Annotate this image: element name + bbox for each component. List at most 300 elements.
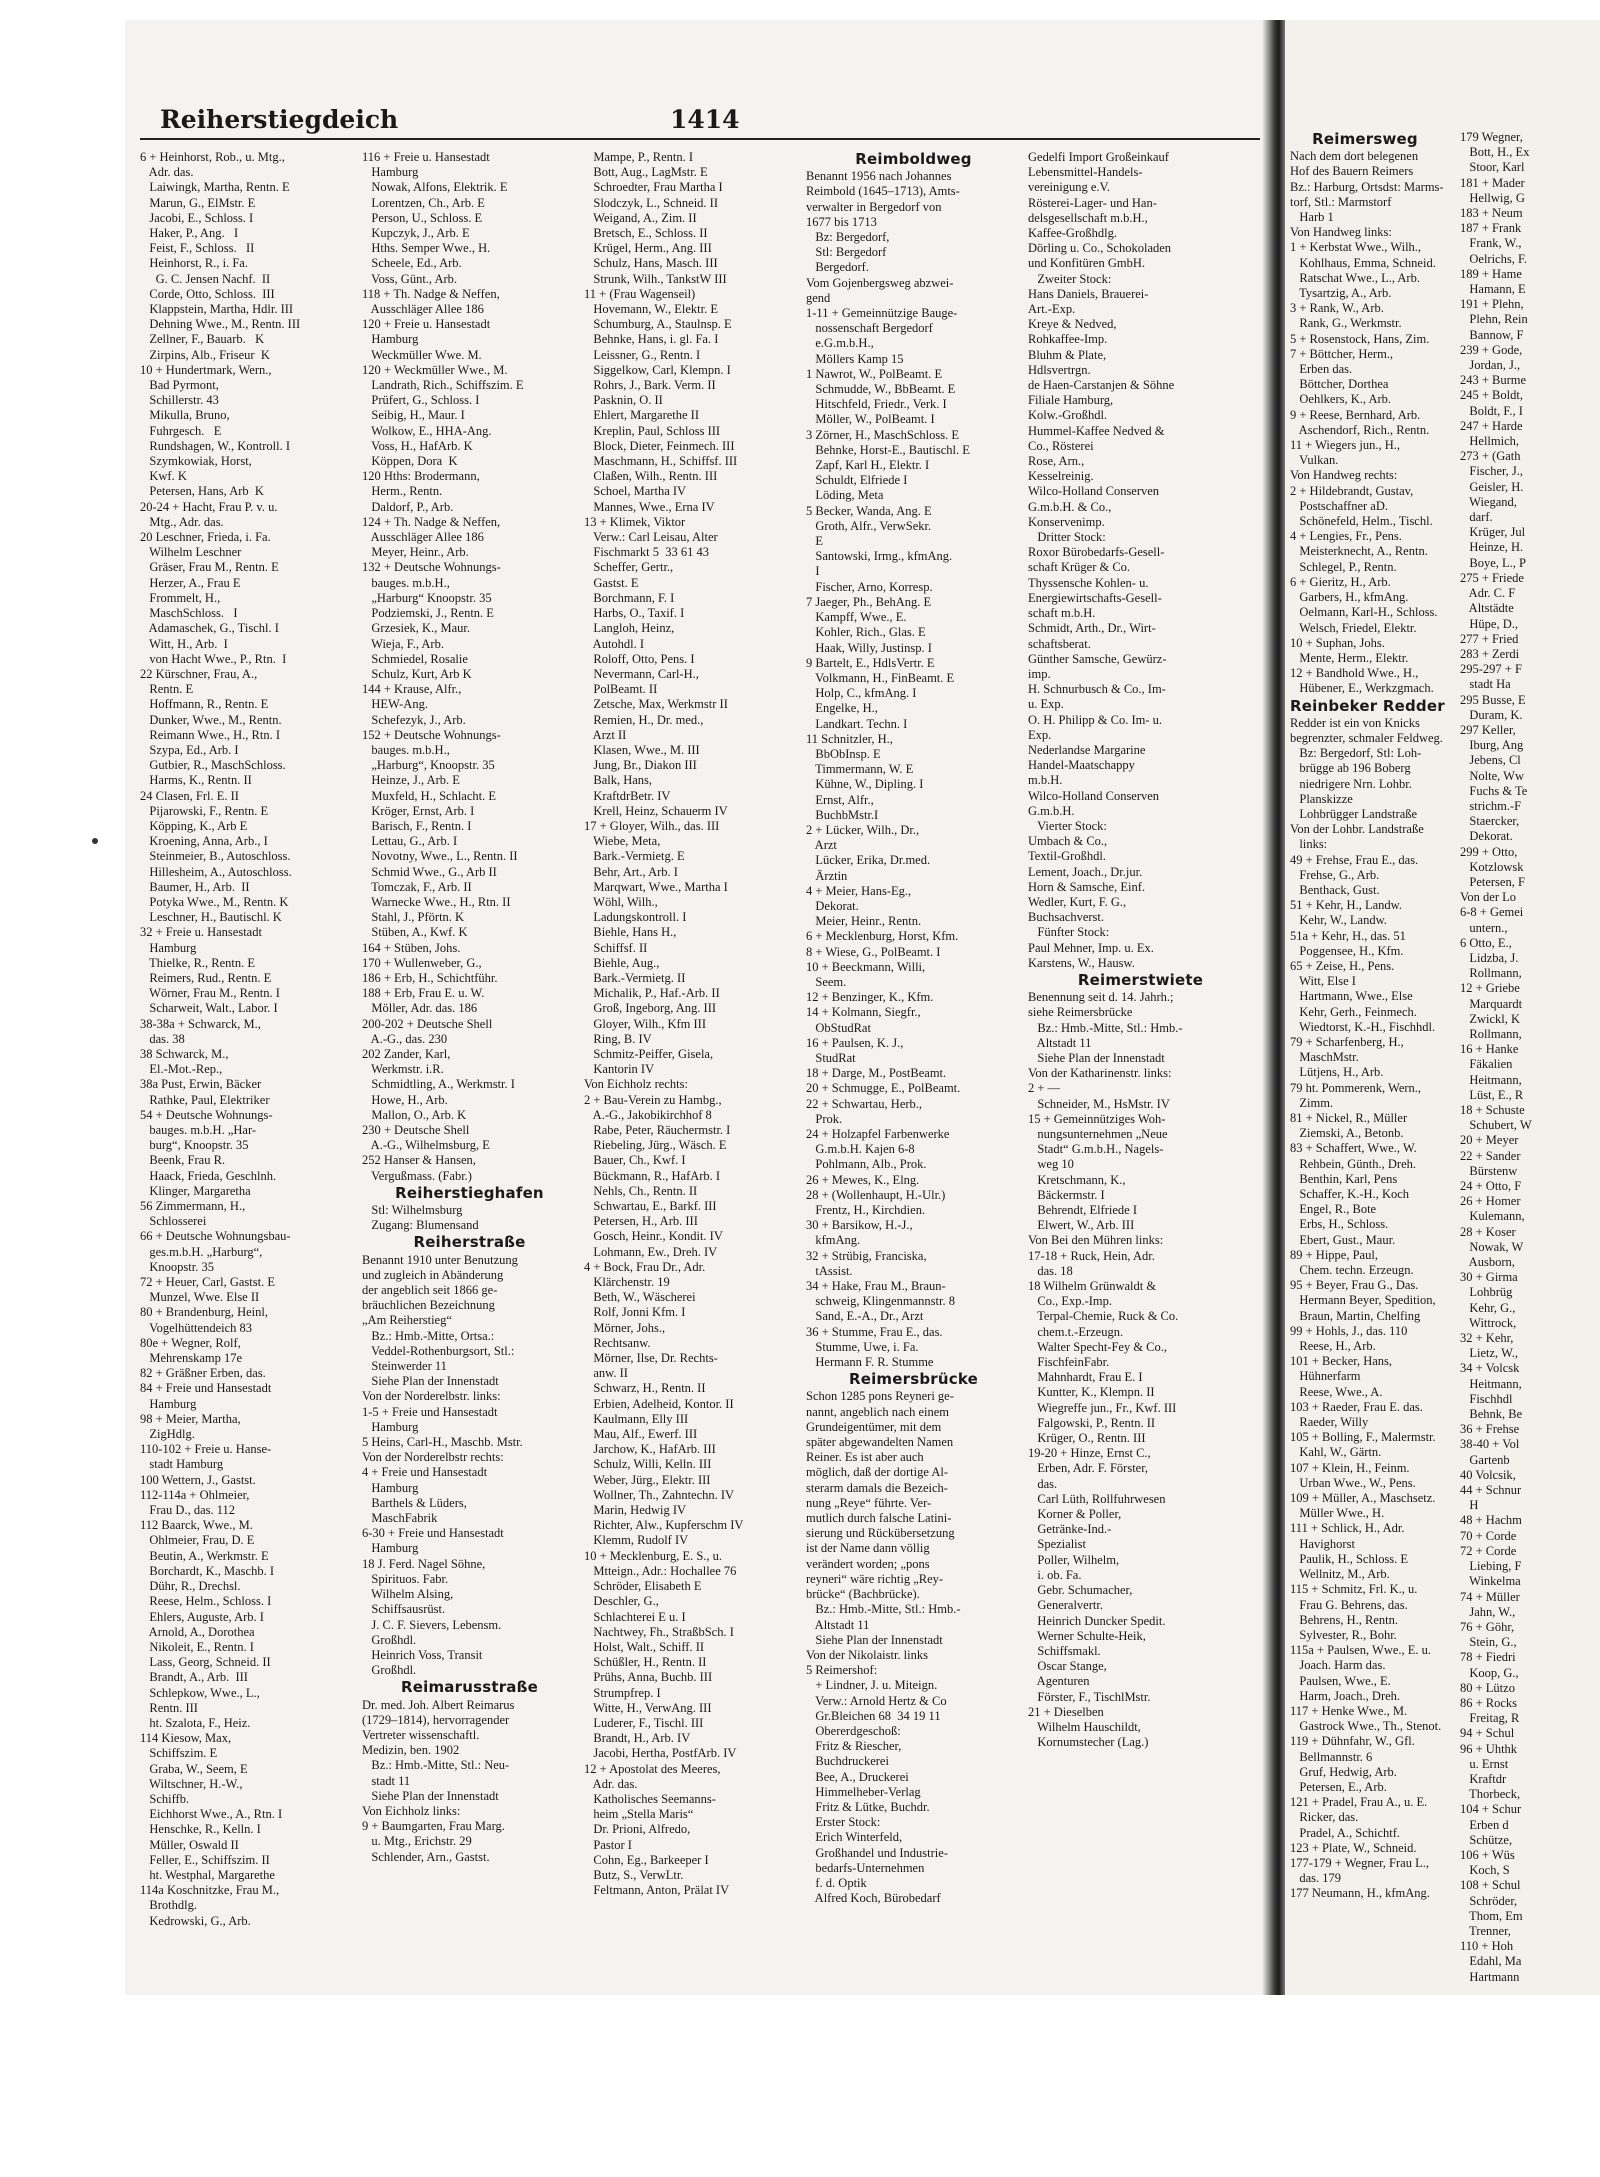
directory-entry: Frau G. Behrens, das. <box>1290 1597 1408 1612</box>
directory-entry: Hühnerfarm <box>1290 1369 1361 1384</box>
directory-entry: Schoel, Martha IV <box>584 484 687 499</box>
directory-entry: Benennung seit d. 14. Jahrh.; <box>1028 990 1174 1005</box>
directory-entry: 10 + Beeckmann, Willi, <box>806 959 926 974</box>
directory-entry: Haker, P., Ang. I <box>140 226 239 241</box>
directory-entry: Vogelhüttendeich 83 <box>140 1320 253 1335</box>
directory-entry: Strunk, Wilh., TankstW III <box>584 271 727 286</box>
directory-entry: 120 Hths: Brodermann, <box>362 469 480 484</box>
directory-entry: mutlich durch falsche Latini- <box>806 1511 952 1526</box>
directory-entry: 4 + Meier, Hans-Eg., <box>806 883 912 898</box>
directory-entry: Novotny, Wwe., L., Rentn. II <box>362 849 518 864</box>
directory-entry: Hellmich, <box>1460 434 1520 449</box>
directory-entry: Kröger, Ernst, Arb. I <box>362 803 475 818</box>
directory-entry: 48 + Hachm <box>1460 1513 1522 1528</box>
directory-entry: Remien, H., Dr. med., <box>584 712 704 727</box>
directory-entry: Graba, W., Seem, E <box>140 1761 248 1776</box>
directory-entry: Scharweit, Walt., Labor. I <box>140 1001 278 1016</box>
directory-entry: Herm., Rentn. <box>362 484 443 499</box>
directory-entry: 20 + Schmugge, E., PolBeamt. <box>806 1081 961 1096</box>
directory-entry: Schulz, Hans, Masch. III <box>584 256 718 271</box>
directory-entry: Kreye & Nedved, <box>1028 317 1117 332</box>
directory-entry: Rathke, Paul, Elektriker <box>140 1092 270 1107</box>
directory-entry: Lohmann, Ew., Dreh. IV <box>584 1244 718 1259</box>
directory-entry: Gastst. E <box>584 575 639 590</box>
directory-entry: weg 10 <box>1028 1157 1074 1172</box>
directory-entry: 84 + Freie und Hansestadt <box>140 1381 272 1396</box>
directory-entry: Hamburg <box>362 165 419 180</box>
directory-entry: Kühne, W., Dipling. I <box>806 777 924 792</box>
directory-entry: Sand, E.-A., Dr., Arzt <box>806 1309 924 1324</box>
directory-entry: 15 + Gemeinnütziges Woh- <box>1028 1111 1166 1126</box>
directory-entry: 179 Wegner, <box>1460 130 1523 144</box>
directory-entry: Heitmann, <box>1460 1072 1522 1087</box>
street-heading: Reiherstraße <box>413 1233 526 1252</box>
directory-entry: Voss, Günt., Arb. <box>362 271 458 286</box>
directory-entry: Cohn, Eg., Barkeeper I <box>584 1852 709 1867</box>
directory-entry: Reese, H., Arb. <box>1290 1339 1376 1354</box>
directory-entry: tAssist. <box>806 1263 853 1278</box>
directory-entry: Obererdgeschoß: <box>806 1723 901 1738</box>
directory-entry: Kaffee-Großhdlg. <box>1028 226 1117 241</box>
directory-entry: Rehbein, Günth., Dreh. <box>1290 1156 1417 1171</box>
directory-entry: Bz.: Harburg, Ortsdst: Marms- <box>1290 179 1444 194</box>
directory-entry: Klinger, Margaretha <box>140 1183 251 1198</box>
directory-entry: Wiegand, <box>1460 494 1517 509</box>
directory-entry: Schulz, Willi, Kelln. III <box>584 1457 712 1472</box>
directory-entry: Himmelheber-Verlag <box>806 1784 921 1799</box>
directory-entry: 108 + Schul <box>1460 1878 1521 1893</box>
directory-entry: ht. Westphal, Margarethe <box>140 1867 275 1882</box>
directory-entry: Fischhdl <box>1460 1391 1513 1406</box>
directory-entry: Feist, F., Schloss. II <box>140 241 255 256</box>
directory-entry: Fritz & Lütke, Buchdr. <box>806 1799 930 1814</box>
directory-entry: 4 + Bock, Frau Dr., Adr. <box>584 1259 706 1274</box>
directory-entry: Altstädte <box>1460 601 1514 616</box>
directory-entry: Corde, Otto, Schloss. III <box>140 286 275 301</box>
directory-entry: Bark.-Vermietg. E <box>584 849 685 864</box>
directory-entry: Lütjens, H., Arb. <box>1290 1065 1384 1080</box>
directory-entry: 7 + Böttcher, Herm., <box>1290 346 1394 361</box>
directory-entry: Gruf, Hedwig, Arb. <box>1290 1764 1397 1779</box>
street-heading: Reimersweg <box>1312 130 1418 148</box>
directory-entry: Wilhelm Alsing, <box>362 1587 454 1602</box>
directory-entry: Lebensmittel-Handels- <box>1028 165 1143 180</box>
directory-entry: Scheele, Ed., Arb. <box>362 256 462 271</box>
directory-entry: Ausschläger Allee 186 <box>362 530 484 545</box>
directory-entry: Rolf, Jonni Kfm. I <box>584 1305 686 1320</box>
directory-entry: Lücker, Erika, Dr.med. <box>806 853 931 868</box>
directory-entry: Urban Wwe., W., Pens. <box>1290 1475 1416 1490</box>
directory-entry: Rohkaffee-Imp. <box>1028 332 1108 347</box>
directory-entry: Petersen, F <box>1460 874 1525 889</box>
directory-entry: Nowak, Alfons, Elektrik. E <box>362 180 508 195</box>
directory-entry: Szymkowiak, Horst, <box>140 454 252 469</box>
directory-entry: 277 + Fried <box>1460 631 1519 646</box>
directory-entry: A.-G., das. 230 <box>362 1031 448 1046</box>
directory-entry: 38-38a + Schwarck, M., <box>140 1016 261 1031</box>
directory-entry: Meisterknecht, A., Rentn. <box>1290 544 1428 559</box>
directory-entry: Oelrichs, F. <box>1460 251 1528 266</box>
directory-entry: Rabe, Peter, Räuchermstr. I <box>584 1123 731 1137</box>
directory-entry: Jung, Br., Diakon III <box>584 758 697 773</box>
directory-entry: Hamann, E <box>1460 282 1526 297</box>
directory-entry: Marquardt <box>1460 996 1523 1011</box>
directory-entry: Reiner. Es ist aber auch <box>806 1450 924 1465</box>
directory-entry: 6 + Heinhorst, Rob., u. Mtg., <box>140 150 285 164</box>
directory-entry: 49 + Frehse, Frau E., das. <box>1290 852 1419 867</box>
directory-entry: Marin, Hedwig IV <box>584 1503 687 1518</box>
directory-entry: Möller, Adr. das. 186 <box>362 1001 478 1016</box>
directory-entry: 110-102 + Freie u. Hanse- <box>140 1442 272 1457</box>
directory-entry: Benannt 1956 nach Johannes <box>806 169 952 184</box>
directory-entry: A.-G., Wilhelmsburg, E <box>362 1138 490 1153</box>
directory-entry: m.b.H. <box>1028 773 1063 788</box>
directory-entry: Dühr, R., Drechsl. <box>140 1579 241 1594</box>
directory-entry: Elwert, W., Arb. III <box>1028 1218 1135 1233</box>
directory-entry: H <box>1460 1498 1479 1513</box>
directory-entry: 183 + Neum <box>1460 206 1523 221</box>
directory-entry: Paul Mehner, Imp. u. Ex. <box>1028 940 1154 955</box>
directory-entry: Nach dem dort belegenen <box>1290 149 1419 164</box>
directory-entry: Scheffer, Gertr., <box>584 560 674 575</box>
directory-entry: Kuntter, K., Klempn. II <box>1028 1385 1155 1400</box>
directory-entry: Zugang: Blumensand <box>362 1218 479 1233</box>
directory-entry: Korner & Poller, <box>1028 1507 1122 1522</box>
directory-entry: Behnk, Be <box>1460 1407 1523 1422</box>
directory-entry: Braun, Martin, Chelfing <box>1290 1308 1421 1323</box>
directory-entry: 78 + Fiedri <box>1460 1650 1516 1665</box>
directory-entry: 36 + Frehse <box>1460 1422 1520 1437</box>
directory-entry: 116 + Freie u. Hansestadt <box>362 150 490 164</box>
directory-entry: Kampff, Wwe., E. <box>806 610 907 625</box>
directory-entry: Schmiedel, Rosalie <box>362 651 468 666</box>
directory-entry: Bott, Aug., LagMstr. E <box>584 165 708 180</box>
directory-entry: Landkart. Techn. I <box>806 716 908 731</box>
directory-entry: Schulz, Kurt, Arb K <box>362 666 472 681</box>
directory-entry: Hamburg <box>362 1480 419 1495</box>
directory-entry: 181 + Mader <box>1460 175 1525 190</box>
directory-entry: Harbs, O., Taxif. I <box>584 606 685 621</box>
directory-entry: verändert worden; „pons <box>806 1556 930 1571</box>
directory-entry: Frehse, G., Arb. <box>1290 867 1380 882</box>
directory-entry: 5 Reimershof: <box>806 1663 878 1678</box>
directory-entry: Kupczyk, J., Arb. E <box>362 226 470 241</box>
directory-entry: Kehr, W., Landw. <box>1290 913 1387 928</box>
directory-entry: 1-5 + Freie und Hansestadt <box>362 1404 498 1419</box>
directory-entry: Schwarz, H., Rentn. II <box>584 1381 706 1396</box>
directory-entry: u. Ernst <box>1460 1756 1509 1771</box>
directory-entry: Witte, H., VerwAng. III <box>584 1700 712 1715</box>
directory-entry: Roloff, Otto, Pens. I <box>584 651 695 666</box>
directory-entry: Volkmann, H., FinBeamt. E <box>806 670 955 685</box>
directory-entry: Kaulmann, Elly III <box>584 1411 689 1426</box>
directory-entry: Raeder, Willy <box>1290 1415 1369 1430</box>
directory-entry: Rollmann, <box>1460 966 1522 981</box>
directory-entry: Kesselreinig. <box>1028 469 1094 484</box>
directory-entry: 89 + Hippe, Paul, <box>1290 1247 1378 1262</box>
directory-entry: Hüpe, D., <box>1460 616 1518 631</box>
directory-entry: 119 + Dühnfahr, W., Gfl. <box>1290 1734 1415 1749</box>
directory-entry: Nehls, Ch., Rentn. II <box>584 1183 698 1198</box>
directory-entry: schaftsberat. <box>1028 636 1091 651</box>
directory-entry: Koop, G., <box>1460 1665 1519 1680</box>
directory-entry: BbObInsp. E <box>806 746 881 761</box>
directory-entry: 12 + Apostolat des Meeres, <box>584 1761 721 1776</box>
directory-entry: 81 + Nickel, R., Müller <box>1290 1111 1408 1125</box>
directory-entry: reyneri“ wäre richtig „Rey- <box>806 1571 944 1586</box>
directory-entry: Wedler, Kurt, F. G., <box>1028 894 1127 909</box>
directory-entry: Richter, Alw., Kupferschm IV <box>584 1518 744 1533</box>
directory-entry: 243 + Burme <box>1460 373 1527 388</box>
directory-entry: Stoor, Karl <box>1460 160 1525 175</box>
directory-entry: Hoffmann, R., Rentn. E <box>140 697 269 712</box>
directory-entry: Schumburg, A., Staulnsp. E <box>584 317 732 332</box>
directory-entry: 16 + Hanke <box>1460 1042 1519 1057</box>
directory-entry: Co., Exp.-Imp. <box>1028 1294 1113 1309</box>
directory-entry: Umbach & Co., <box>1028 834 1108 849</box>
directory-entry: Gutbier, R., MaschSchloss. <box>140 758 286 773</box>
directory-entry: begrenzter, schmaler Feldweg. <box>1290 730 1443 745</box>
directory-entry: Adr. C. F <box>1460 586 1516 601</box>
directory-entry: 13 + Klimek, Viktor <box>584 514 686 529</box>
directory-entry: Gastrock Wwe., Th., Stenot. <box>1290 1719 1442 1734</box>
directory-entry: Altstadt 11 <box>1028 1035 1092 1050</box>
directory-entry: 80 + Lützo <box>1460 1680 1515 1695</box>
directory-entry: 7 Jaeger, Ph., BehAng. E <box>806 594 932 609</box>
directory-entry: Beth, W., Wäscherei <box>584 1290 696 1305</box>
directory-entry: Stl: Bergedorf <box>806 245 887 260</box>
directory-entry: Wilco-Holland Conserven <box>1028 484 1160 499</box>
directory-entry: Reimers, Rud., Rentn. E <box>140 970 272 985</box>
directory-entry: Jarchow, K., HafArb. III <box>584 1442 716 1457</box>
directory-entry: Fuchs & Te <box>1460 783 1528 798</box>
directory-entry: Dekorat. <box>1460 829 1513 844</box>
directory-entry: Schröder, Elisabeth E <box>584 1579 702 1594</box>
directory-entry: 14 + Kolmann, Siegfr., <box>806 1005 921 1020</box>
directory-entry: 38-40 + Vol <box>1460 1437 1520 1452</box>
directory-entry: Klärchenstr. 19 <box>584 1275 670 1290</box>
directory-entry: 96 + Uhthk <box>1460 1741 1518 1756</box>
directory-entry: Hartmann <box>1460 1969 1520 1984</box>
directory-entry: Dr. Prioni, Alfredo, <box>584 1822 691 1837</box>
directory-entry: Ehlert, Margarethe II <box>584 408 699 423</box>
directory-entry: Lohbrüg <box>1460 1285 1513 1300</box>
directory-entry: Steinwerder 11 <box>362 1359 447 1374</box>
directory-entry: „Harburg“, Knoopstr. 35 <box>362 758 495 773</box>
directory-entry: Hovemann, W., Elektr. E <box>584 302 719 317</box>
directory-entry: Podziemski, J., Rentn. E <box>362 606 494 621</box>
directory-entry: Siehe Plan der Innenstadt <box>362 1374 499 1389</box>
directory-entry: Reimbold (1645–1713), Amts- <box>806 184 960 199</box>
directory-entry: 6-8 + Gemei <box>1460 905 1524 920</box>
directory-entry: 252 Hanser & Hansen, <box>362 1153 476 1168</box>
directory-entry: 2 + Lücker, Wilh., Dr., <box>806 822 920 837</box>
directory-entry: Schüßler, H., Rentn. II <box>584 1655 707 1670</box>
directory-entry: Rentn. III <box>140 1700 198 1715</box>
directory-entry: 10 + Hundertmark, Wern., <box>140 362 272 377</box>
directory-entry: Kotzlowsk <box>1460 859 1524 874</box>
directory-entry: 20-24 + Hacht, Frau P. v. u. <box>140 499 278 514</box>
directory-entry: Großhandel und Industrie- <box>806 1845 948 1860</box>
directory-entry: Prüfert, G., Schloss. I <box>362 393 480 408</box>
directory-entry: Pradel, A., Schichtf. <box>1290 1825 1401 1840</box>
directory-entry: 114 Kiesow, Max, <box>140 1731 232 1746</box>
directory-entry: 74 + Müller <box>1460 1589 1520 1604</box>
directory-entry: 28 + Koser <box>1460 1224 1516 1239</box>
directory-entry: Von Eichholz links: <box>362 1803 461 1818</box>
directory-entry: 10 + Suphan, Johs. <box>1290 635 1385 650</box>
directory-entry: Dehning Wwe., M., Rentn. III <box>140 317 301 332</box>
directory-entry: Nowak, W <box>1460 1239 1524 1254</box>
directory-entry: 191 + Plehn, <box>1460 297 1524 312</box>
directory-entry: Marun, G., ElMstr. E <box>140 195 256 210</box>
directory-entry: Ratschat Wwe., L., Arb. <box>1290 270 1420 285</box>
directory-entry: Schlender, Arn., Gastst. <box>362 1849 490 1864</box>
directory-entry: Behnke, Horst-E., Bautischl. E <box>806 442 970 457</box>
directory-entry: Borchardt, K., Maschb. I <box>140 1563 274 1578</box>
directory-entry: Arzt <box>806 838 837 853</box>
directory-entry: u. Exp. <box>1028 697 1064 712</box>
directory-entry: Kehr, G., <box>1460 1300 1516 1315</box>
directory-entry: Vertreter wissenschaftl. <box>362 1727 480 1742</box>
directory-entry: Ärztin <box>806 868 848 883</box>
directory-entry: G.m.b.H. & Co., <box>1028 499 1112 514</box>
directory-entry: Wilco-Holland Conserven <box>1028 788 1160 803</box>
directory-entry: Erben das. <box>1290 362 1353 377</box>
directory-entry: Zellner, F., Bauarb. K <box>140 332 265 347</box>
directory-entry: Alfred Koch, Bürobedarf <box>806 1891 941 1906</box>
directory-entry: ObStudRat <box>806 1020 871 1035</box>
directory-entry: 144 + Krause, Alfr., <box>362 682 462 697</box>
directory-entry: Jahn, W., <box>1460 1604 1516 1619</box>
directory-entry: Kahl, W., Gärtn. <box>1290 1445 1382 1460</box>
directory-entry: Schon 1285 pons Reyneri ge- <box>806 1389 954 1404</box>
directory-entry: Mtteign., Adr.: Hochallee 76 <box>584 1563 737 1578</box>
directory-entry: 22 + Schwartau, Herb., <box>806 1096 923 1111</box>
directory-entry: Freitag, R <box>1460 1711 1520 1726</box>
directory-entry: Gartenb <box>1460 1452 1510 1467</box>
directory-entry: Grzesiek, K., Maur. <box>362 621 470 636</box>
directory-entry: Kraftdr <box>1460 1771 1507 1786</box>
directory-entry: 112 Baarck, Wwe., M. <box>140 1518 253 1533</box>
directory-entry: Wollner, Th., Zahntechn. IV <box>584 1487 735 1502</box>
directory-entry: 6 + Gieritz, H., Arb. <box>1290 574 1391 589</box>
directory-entry: Erben, Adr. F. Förster, <box>1028 1461 1149 1476</box>
directory-entry: 26 + Mewes, K., Elng. <box>806 1172 920 1187</box>
directory-entry: Zetsche, Max, Werkmstr II <box>584 697 728 712</box>
facing-column-2 <box>1460 130 1600 1984</box>
directory-entry: Pastor I <box>584 1837 632 1852</box>
street-heading: Reinbeker Redder <box>1290 696 1445 715</box>
directory-entry: Karstens, W., Hausw. <box>1028 955 1135 970</box>
directory-entry: bauges. m.b.H., <box>362 575 450 590</box>
directory-entry: 123 + Plate, W., Schneid. <box>1290 1840 1417 1855</box>
directory-entry: Pasknin, O. II <box>584 393 663 408</box>
directory-entry: Laiwingk, Martha, Rentn. E <box>140 180 290 195</box>
directory-entry: der angeblich seit 1866 ge- <box>362 1283 498 1298</box>
directory-entry: Rohrs, J., Bark. Verm. II <box>584 378 716 393</box>
directory-column-5 <box>1028 150 1253 1960</box>
directory-entry: Von Bei den Mühren links: <box>1028 1233 1164 1248</box>
directory-entry: 54 + Deutsche Wohnungs- <box>140 1107 273 1122</box>
directory-entry: Köpping, K., Arb E <box>140 818 248 833</box>
directory-entry: Textil-Großhdl. <box>1028 849 1106 864</box>
directory-entry: Muxfeld, H., Schlacht. E <box>362 788 497 803</box>
directory-entry: Boldt, F., I <box>1460 403 1523 418</box>
directory-entry: Möller, W., PolBeamt. I <box>806 412 935 427</box>
directory-entry: 16 + Paulsen, K. J., <box>806 1035 904 1050</box>
directory-entry: Kohler, Rich., Glas. E <box>806 625 926 640</box>
directory-entry: Groth, Alfr., VerwSekr. <box>806 518 932 533</box>
directory-entry: Schiffsmakl. <box>1028 1643 1101 1658</box>
directory-entry: Schwartau, E., Barkf. III <box>584 1199 717 1214</box>
directory-entry: Günther Samsche, Gewürz- <box>1028 651 1167 666</box>
directory-entry: ZigHdlg. <box>140 1427 195 1442</box>
directory-entry: Nederlandse Margarine <box>1028 742 1146 757</box>
directory-entry: Fischer, Arno, Korresp. <box>806 579 933 594</box>
directory-entry: 189 + Hame <box>1460 266 1522 281</box>
directory-entry: brügge ab 196 Boberg <box>1290 761 1411 776</box>
directory-entry: Bürstenw <box>1460 1163 1518 1178</box>
directory-entry: 82 + Gräßner Erben, das. <box>140 1366 266 1381</box>
directory-entry: Bannow, F <box>1460 327 1524 342</box>
directory-entry: 115a + Paulsen, Wwe., E. u. <box>1290 1643 1432 1658</box>
directory-entry: 239 + Gode, <box>1460 342 1523 357</box>
directory-entry: Benthack, Gust. <box>1290 882 1380 897</box>
directory-entry: anw. II <box>584 1366 628 1381</box>
directory-entry: Ziemski, A., Betonb. <box>1290 1126 1404 1141</box>
directory-entry: Petersen, H., Arb. III <box>584 1214 698 1229</box>
directory-entry: Mente, Herm., Elektr. <box>1290 650 1409 665</box>
directory-entry: ges.m.b.H. „Harburg“, <box>140 1244 263 1259</box>
directory-entry: Santowski, Irmg., kfmAng. <box>806 549 953 564</box>
directory-entry: 114a Koschnitzke, Frau M., <box>140 1883 280 1898</box>
directory-entry: StudRat <box>806 1050 856 1065</box>
directory-entry: 12 + Benzinger, K., Kfm. <box>806 990 934 1005</box>
street-heading: Reimerstwiete <box>1077 970 1204 989</box>
directory-entry: E <box>806 534 824 549</box>
directory-entry: Petersen, E., Arb. <box>1290 1779 1387 1794</box>
directory-entry: Biehle, Aug., <box>584 955 660 970</box>
directory-entry: schweig, Klingenmannstr. 8 <box>806 1294 955 1309</box>
directory-entry: 295-297 + F <box>1460 662 1522 677</box>
directory-entry: 22 Kürschner, Frau, A., <box>140 666 258 681</box>
directory-entry: Krell, Heinz, Schauerm IV <box>584 803 728 818</box>
directory-entry: Ernst, Alfr., <box>806 792 874 807</box>
directory-entry: Gebr. Schumacher, <box>1028 1583 1133 1598</box>
directory-entry: Balk, Hans, <box>584 773 653 788</box>
directory-entry: Nevermann, Carl-H., <box>584 666 699 681</box>
directory-entry: Witt, Else I <box>1290 974 1356 989</box>
directory-entry: Co., Rösterei <box>1028 438 1094 453</box>
directory-entry: Hamburg <box>362 332 419 347</box>
directory-entry: Daldorf, P., Arb. <box>362 499 454 514</box>
directory-entry: Hitschfeld, Friedr., Verk. I <box>806 397 947 412</box>
directory-entry: 11 + Wiegers jun., H., <box>1290 438 1401 453</box>
directory-entry: Weigand, A., Zim. II <box>584 210 697 225</box>
directory-entry: Mannes, Wwe., Erna IV <box>584 499 715 514</box>
directory-entry: 26 + Homer <box>1460 1194 1521 1209</box>
directory-entry: Winkelma <box>1460 1574 1521 1589</box>
running-head: Reiherstiegdeich <box>160 105 399 134</box>
directory-entry: 118 + Th. Nadge & Neffen, <box>362 286 500 301</box>
directory-entry: Person, U., Schloss. E <box>362 210 483 225</box>
directory-entry: Wiegreffe jun., Fr., Kwf. III <box>1028 1400 1177 1415</box>
directory-entry: Mikulla, Bruno, <box>140 408 230 423</box>
directory-entry: Wittrock, <box>1460 1315 1517 1330</box>
directory-entry: Behrens, H., Rentn. <box>1290 1612 1398 1627</box>
directory-entry: Maschmann, H., Schiffsf. III <box>584 454 738 469</box>
